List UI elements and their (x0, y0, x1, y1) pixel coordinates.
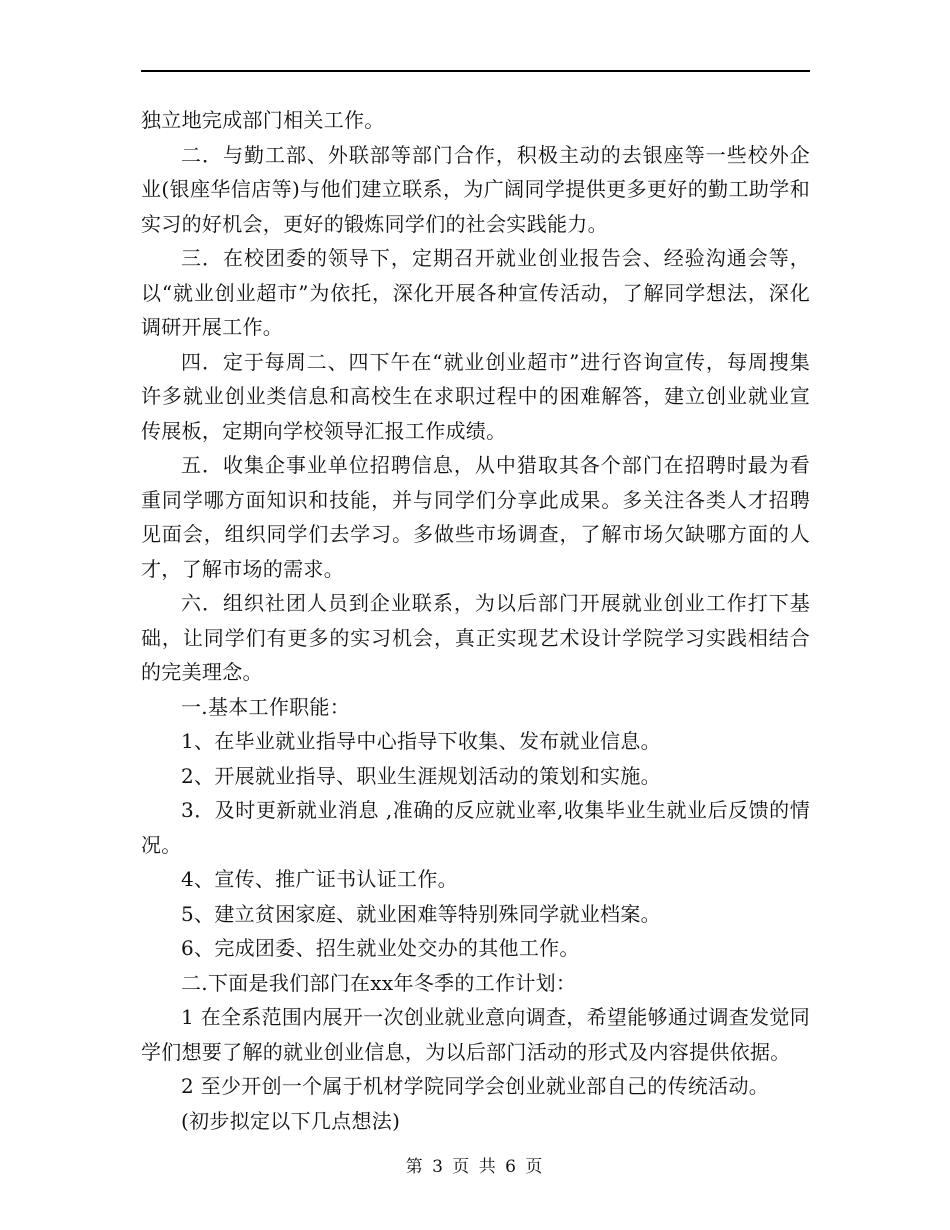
list-item: 5、建立贫困家庭、就业困难等特别殊同学就业档案。 (181, 901, 661, 926)
paragraph: 四．定于每周二、四下午在“就业创业超市”进行咨询宣传，每周搜集许多就业创业类信息和高校生在求职过程中的困难解答，建立创业就业宣传展板，定期向学校领导汇报工作成绩。 (141, 349, 810, 443)
list-item: 3．及时更新就业消息 ,准确的反应就业率,收集毕业生就业后反馈的情况。 (141, 798, 810, 857)
paragraph: (初步拟定以下几点想法) (181, 1108, 401, 1133)
list-item: 6、完成团委、招生就业处交办的其他工作。 (181, 936, 580, 960)
section-heading: 一.基本工作职能： (181, 694, 351, 719)
page-number: 第 3 页 共 6 页 (405, 1157, 545, 1177)
list-item: 1、在毕业就业指导中心指导下收集、发布就业信息。 (181, 729, 661, 753)
paragraph: 三．在校团委的领导下，定期召开就业创业报告会、经验沟通会等，以“就业创业超市”为依托，深化开展各种宣传活动，了解同学想法，深化调研开展工作。 (141, 246, 810, 339)
list-item: 2 至少开创一个属于机材学院同学会创业就业部自己的传统活动。 (181, 1074, 770, 1098)
list-item: 1 在全系范围内展开一次创业就业意向调查，希望能够通过调查发觉同学们想要了解的就业创业信息，为以后部门活动的形式及内容提供依据。 (141, 1005, 810, 1064)
document-body (141, 103, 810, 1138)
paragraph: 独立地完成部门相关工作。 (141, 108, 385, 132)
header-rule (141, 70, 810, 72)
list-item: 2、开展就业指导、职业生涯规划活动的策划和实施。 (181, 763, 661, 788)
list-item: 4、宣传、推广证书认证工作。 (181, 867, 458, 891)
paragraph: 二．与勤工部、外联部等部门合作，积极主动的去银座等一些校外企业(银座华信店等)与他们建立联系，为广阔同学提供更多更好的勤工助学和实习的好机会，更好的锻炼同学们的社会实践能力。 (141, 142, 810, 236)
section-heading: 二.下面是我们部门在xx年冬季的工作计划： (181, 970, 577, 995)
paragraph: 六．组织社团人员到企业联系，为以后部门开展就业创业工作打下基础，让同学们有更多的实习机会，真正实现艺术设计学院学习实践相结合的完美理念。 (141, 591, 810, 684)
paragraph: 五．收集企事业单位招聘信息，从中猎取其各个部门在招聘时最为看重同学哪方面知识和技能，并与同学们分享此成果。多关注各类人才招聘见面会，组织同学们去学习。多做些市场调查，了解市场欠缺哪方面的人才，了解市场的需求。 (141, 453, 810, 581)
